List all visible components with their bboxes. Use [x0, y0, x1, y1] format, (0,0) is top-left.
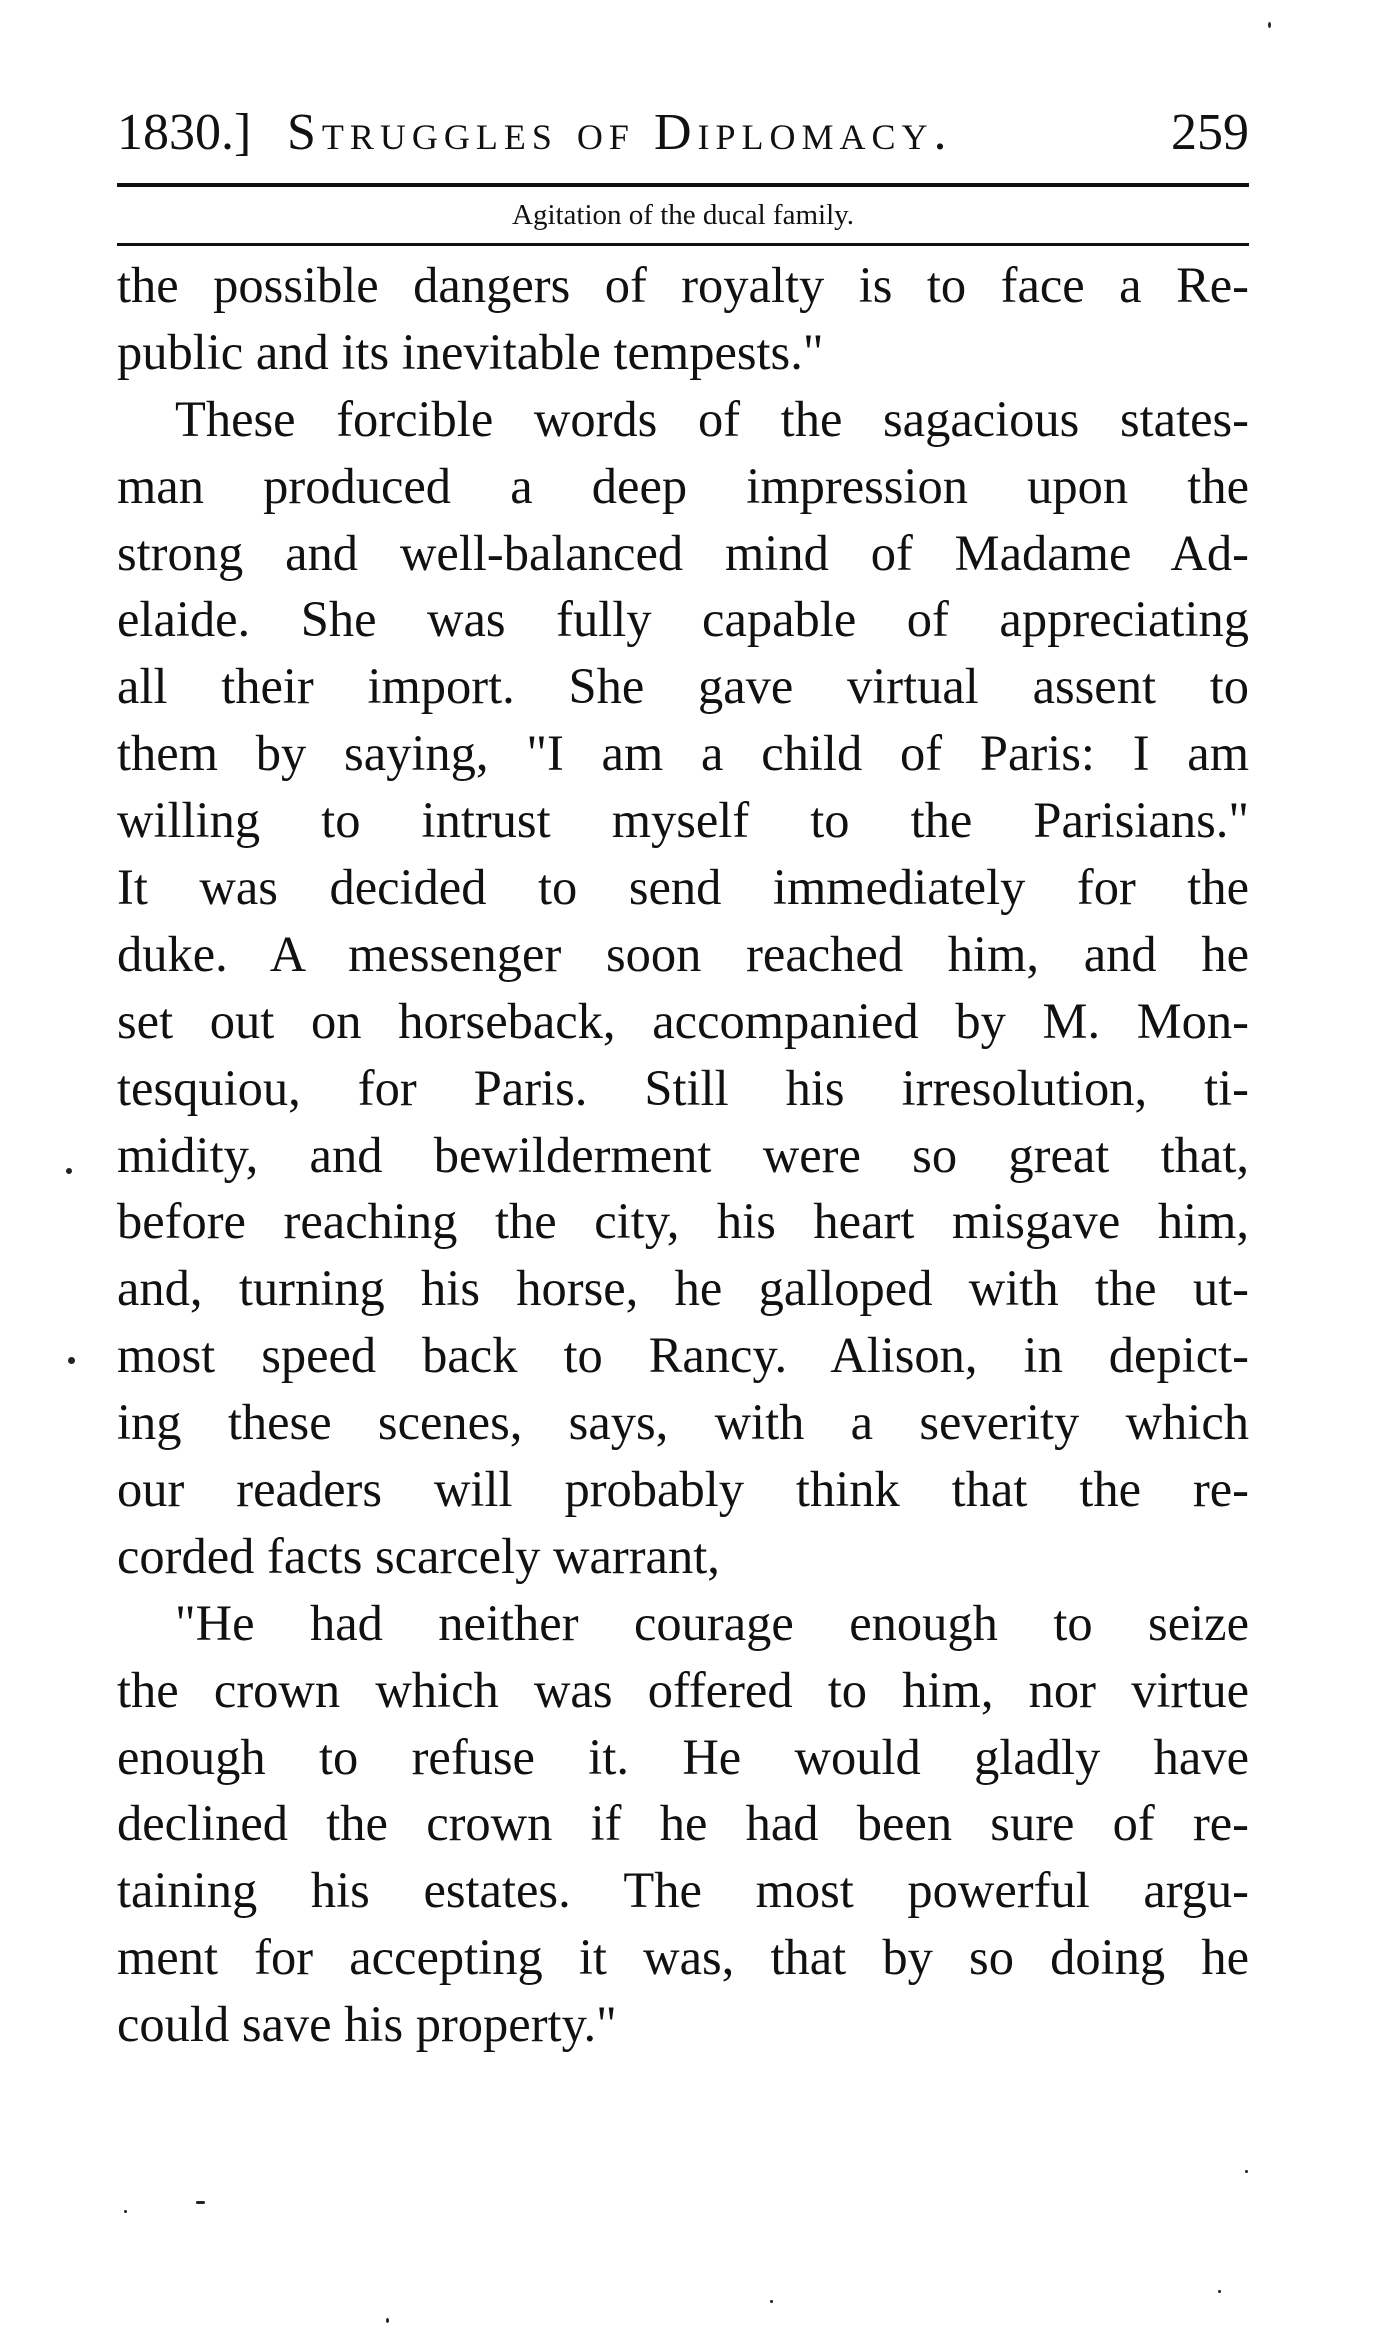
text-line: set out on horseback, accompanied by M. Mon-	[117, 992, 1249, 1049]
scan-speck	[1218, 2290, 1221, 2293]
text-line: could save his property."	[117, 1996, 617, 2053]
text-line: the possible dangers of royalty is to face a Re-	[117, 257, 1249, 313]
book-page	[117, 95, 1249, 2058]
text-line: and, turning his horse, he galloped with the ut-	[117, 1260, 1249, 1317]
text-line: ing these scenes, says, with a severity which	[117, 1394, 1249, 1451]
text-line: "He had neither courage enough to seize	[175, 1594, 1249, 1651]
body-text	[117, 252, 1249, 2058]
text-line: man produced a deep impression upon the	[117, 457, 1249, 514]
scan-speck	[386, 2318, 389, 2323]
text-line: duke. A messenger soon reached him, and he	[117, 925, 1249, 982]
text-line: These forcible words of the sagacious states-	[175, 390, 1249, 447]
scan-speck	[770, 2300, 773, 2303]
scan-speck	[196, 2201, 205, 2204]
header-title: Struggles of Diplomacy.	[287, 104, 953, 161]
text-line: tesquiou, for Paris. Still his irresolution, ti-	[117, 1059, 1249, 1116]
scan-speck	[68, 1357, 75, 1364]
scan-speck	[1245, 2170, 1248, 2173]
text-line: declined the crown if he had been sure of re-	[117, 1795, 1249, 1852]
text-line: ment for accepting it was, that by so doing he	[117, 1929, 1249, 1986]
text-line: enough to refuse it. He would gladly have	[117, 1728, 1249, 1785]
text-line: before reaching the city, his heart misgave him,	[117, 1193, 1249, 1250]
text-line: It was decided to send immediately for the	[117, 859, 1249, 916]
header-year: 1830.]	[117, 104, 252, 161]
scan-speck	[124, 2210, 127, 2213]
section-subheading: Agitation of the ducal family.	[512, 199, 854, 231]
text-line: elaide. She was fully capable of appreciating	[117, 591, 1249, 648]
text-line: our readers will probably think that the re-	[117, 1461, 1249, 1518]
text-line: public and its inevitable tempests."	[117, 323, 824, 380]
page-number: 259	[1171, 104, 1249, 161]
text-line: strong and well-balanced mind of Madame Ad-	[117, 524, 1249, 581]
subheading-rule	[117, 243, 1249, 246]
running-head	[117, 95, 1249, 171]
text-line: them by saying, "I am a child of Paris: I am	[117, 725, 1249, 782]
text-line: taining his estates. The most powerful argu-	[117, 1862, 1249, 1919]
text-line: midity, and bewilderment were so great that,	[117, 1126, 1249, 1183]
text-line: willing to intrust myself to the Parisians."	[117, 792, 1249, 849]
scan-speck	[66, 1168, 72, 1174]
text-line: the crown which was offered to him, nor virtue	[117, 1661, 1249, 1718]
text-line: all their import. She gave virtual assent to	[117, 658, 1249, 715]
scan-speck	[1268, 22, 1271, 28]
text-line: corded facts scarcely warrant,	[117, 1527, 720, 1584]
text-line: most speed back to Rancy. Alison, in depict-	[117, 1327, 1249, 1384]
